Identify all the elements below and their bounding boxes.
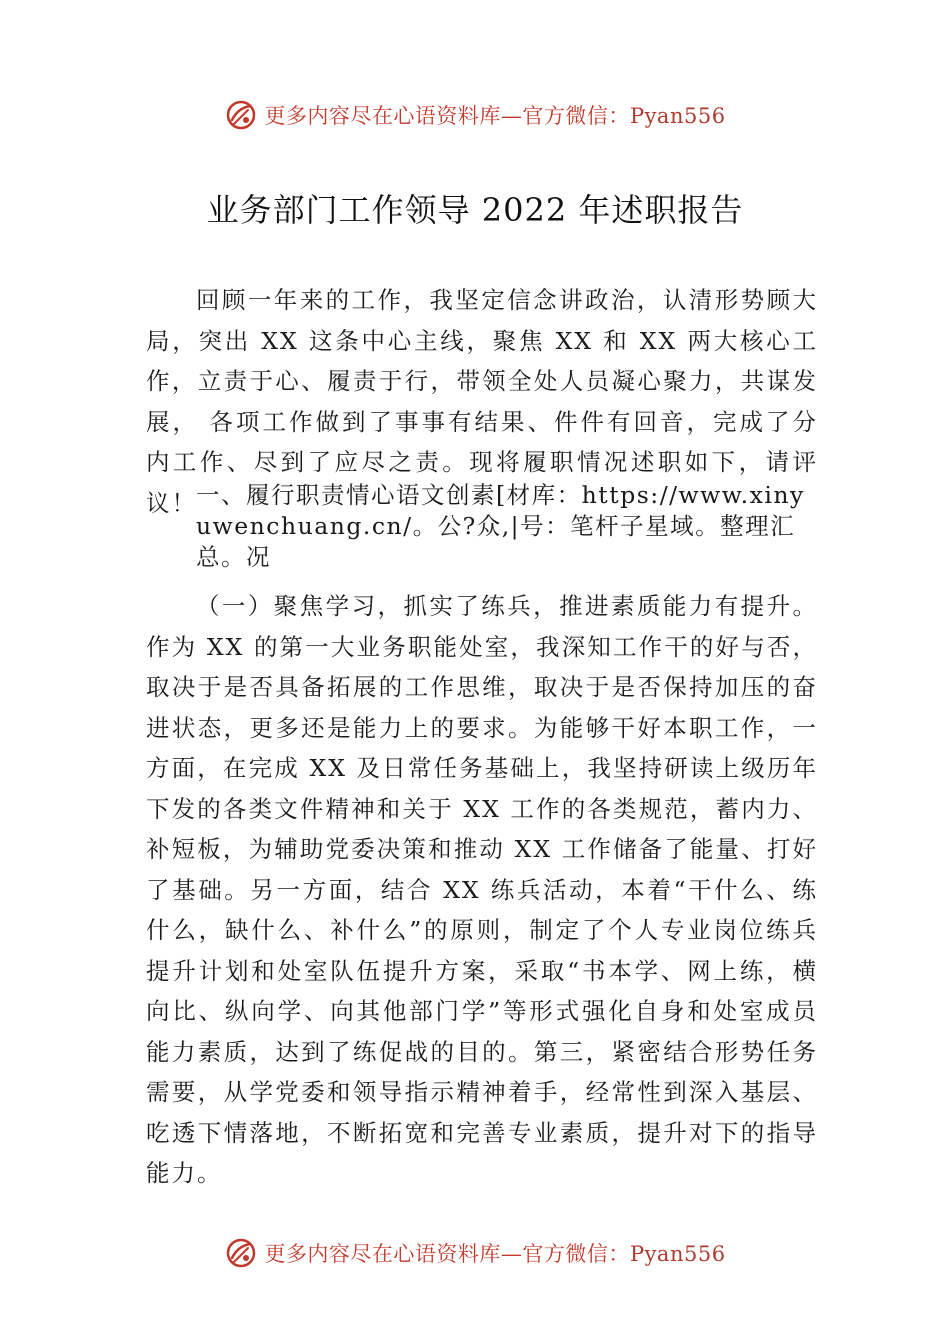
footer-wechat-id: Pyan556 bbox=[629, 1242, 726, 1266]
section-body-paragraph: （一）聚焦学习，抓实了练兵，推进素质能力有提升。作为 XX 的第一大业务职能处室，我深知工作干的好与否，取决于是否具备拓展的工作思维，取决于是否保持加压的奋进状态，更多还是能力上的要求。为能够干好本职工作，一方面，在完成 XX 及日常任务基础上，我坚持研读上级历年下发的各类文件精神和关于 XX 工作的各类规范，蓄内力、补短板，为辅助党委决策和推动 XX 工作储备了能量、打好了基础。另一方面，结合 XX 练兵活动，本着“干什么、练什么，缺什么、补什么”的原则，制定了个人专业岗位练兵提升计划和处室队伍提升方案，采取“书本学、网上练，横向比、纵向学、向其他部门学”等形式强化自身和处室成员能力素质，达到了练促战的目的。第三，紧密结合形势任务需要，从学党委和领导指示精神着手，经常性到深入基层、 吃透下情落地，不断拓宽和完善专业素质，提升对下的指导能力。 bbox=[146, 592, 818, 1187]
header-banner-text bbox=[264, 100, 725, 130]
intro-paragraph: 回顾一年来的工作，我坚定信念讲政治，认清形势顾大局，突出 XX 这条中心主线，聚焦 XX 和 XX 两大核心工作，立责于心、履责于行，带领全处人员凝心聚力，共谋发展， 各项工作做到了事事有结果、件件有回音，完成了分内工作、尽到了应尽之责。现将履职情况述职如下，请评议！ bbox=[146, 286, 818, 517]
header-wechat-id: Pyan556 bbox=[629, 104, 726, 128]
pen-logo-icon bbox=[224, 98, 258, 132]
pen-logo-icon bbox=[224, 1236, 258, 1270]
header-banner bbox=[0, 95, 950, 135]
footer-banner-label: 更多内容尽在心语资料库—官方微信： bbox=[264, 1242, 630, 1266]
footer-banner-text bbox=[264, 1238, 725, 1268]
header-banner-label: 更多内容尽在心语资料库—官方微信： bbox=[264, 104, 630, 128]
section-heading: 一、履行职责情心语文创素[材库：https://www.xinyuwenchuang.cn/。公?众,|号：笔杆子星域。整理汇总。况 bbox=[196, 481, 805, 571]
document-title: 业务部门工作领导 2022 年述职报告 bbox=[206, 191, 744, 229]
footer-banner bbox=[0, 1233, 950, 1273]
